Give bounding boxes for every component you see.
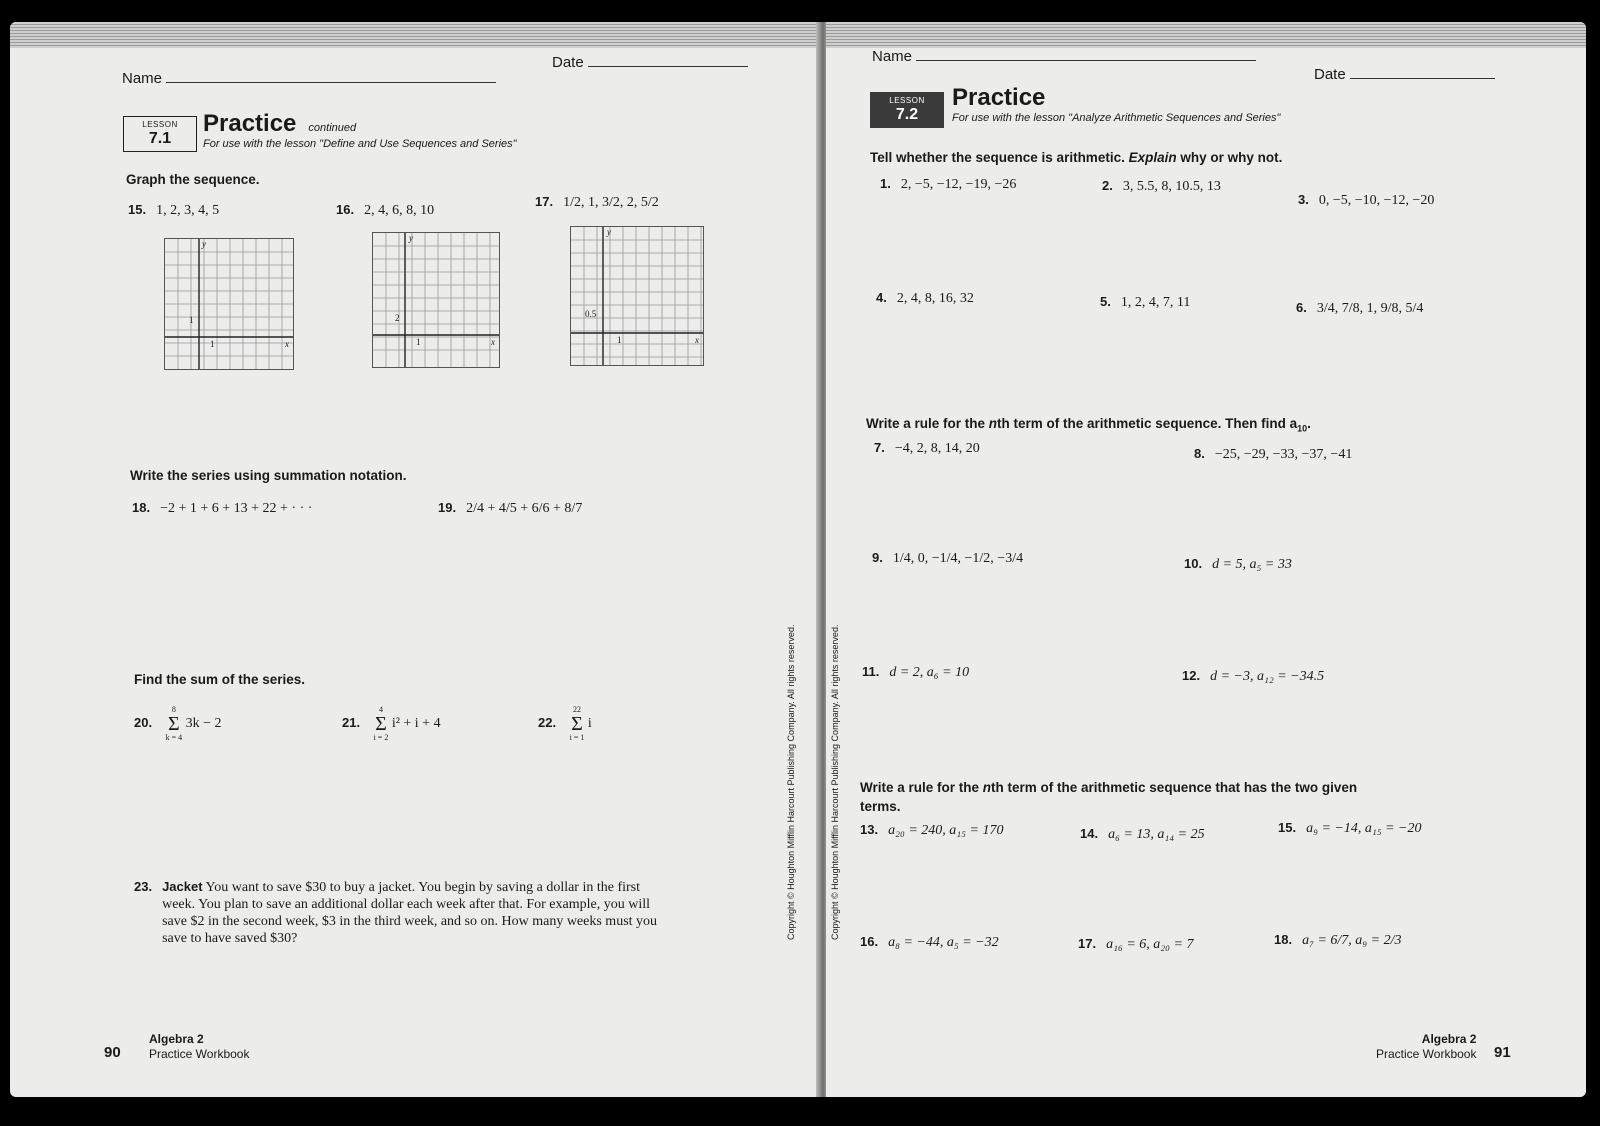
y-tick-label: 2 xyxy=(395,313,400,323)
problem-number: 9. xyxy=(872,550,883,565)
problem-text: 3/4, 7/8, 1, 9/8, 5/4 xyxy=(1316,301,1424,316)
problem-text: You want to save $30 to buy a jacket. You begin by saving a dollar in the first week. You plan to save an additional dollar each week after that. For example, you will save $2 in the second week, $3 in the third week, and so on. How many weeks must you save to have saved $30? xyxy=(162,880,658,946)
problem-17 xyxy=(535,194,659,211)
graph-grid-16 xyxy=(372,232,500,368)
problem-text: 2, 4, 8, 16, 32 xyxy=(896,291,974,306)
y-axis-label: y xyxy=(202,239,206,249)
problem-text: 2/4 + 4/5 + 6/6 + 8/7 xyxy=(466,501,583,516)
page-subtitle: For use with the lesson "Define and Use Sequences and Series" xyxy=(203,138,517,150)
problem-9 xyxy=(872,550,1023,567)
y-tick-label: 1 xyxy=(189,315,194,325)
problem-number: 15. xyxy=(128,202,147,217)
section-text: Tell whether the sequence is arithmetic. xyxy=(870,150,1129,165)
footer xyxy=(1376,1032,1476,1062)
problem-number: 10. xyxy=(1184,556,1203,571)
copyright: Copyright © Houghton Mifflin Harcourt Publishing Company. All rights reserved. xyxy=(786,624,796,940)
problem-number: 14. xyxy=(1080,826,1099,841)
date-label: Date xyxy=(1314,66,1346,83)
sigma-upper: 22 xyxy=(572,705,581,714)
y-axis-label: y xyxy=(409,233,413,243)
problem-15 xyxy=(1278,820,1421,837)
problem-text: i xyxy=(587,716,592,732)
section-subscript: 10 xyxy=(1297,423,1308,434)
name-label: Name xyxy=(872,48,913,65)
section-sum: Find the sum of the series. xyxy=(134,672,306,687)
date-field xyxy=(552,54,748,71)
x-axis-label: x xyxy=(491,337,495,347)
problem-14 xyxy=(1080,826,1205,843)
footer-book: Algebra 2 xyxy=(1421,1032,1477,1046)
graph-grid-17 xyxy=(570,226,704,366)
page-number: 91 xyxy=(1494,1044,1511,1061)
grid-svg xyxy=(571,227,703,365)
problem-text: −25, −29, −33, −37, −41 xyxy=(1214,447,1353,462)
copyright: Copyright © Houghton Mifflin Harcourt Publishing Company. All rights reserved. xyxy=(830,624,840,940)
problem-number: 20. xyxy=(134,715,153,731)
grid-svg xyxy=(373,233,499,367)
date-line xyxy=(588,66,748,67)
problem-text: 3k − 2 xyxy=(185,716,222,732)
footer-book: Algebra 2 xyxy=(149,1032,204,1046)
problem-20 xyxy=(134,706,222,742)
problem-17 xyxy=(1078,936,1193,953)
problem-text: d = 5, a₅ = 33 xyxy=(1212,557,1292,572)
y-tick-label: 0.5 xyxy=(585,309,597,319)
problem-number: 7. xyxy=(874,440,885,455)
lesson-word: LESSON xyxy=(142,120,178,129)
problem-7 xyxy=(874,440,980,457)
problem-number: 16. xyxy=(860,934,879,949)
lesson-number: 7.2 xyxy=(895,106,919,123)
problem-21 xyxy=(342,706,441,742)
problem-number: 18. xyxy=(132,500,151,515)
sigma-upper: 4 xyxy=(378,705,383,714)
problem-23 xyxy=(134,878,674,947)
page-subtitle: For use with the lesson "Analyze Arithmetic Sequences and Series" xyxy=(952,112,1281,124)
x-axis-label: x xyxy=(695,335,699,345)
section-arithmetic xyxy=(870,150,1282,165)
problem-text: −4, 2, 8, 14, 20 xyxy=(894,441,980,456)
sigma: 22 Σ i = 1 xyxy=(569,705,585,742)
section-text: Write a rule for the xyxy=(860,780,983,795)
problem-text: 1, 2, 3, 4, 5 xyxy=(156,203,220,218)
problem-text: a₆ = 13, a₁₄ = 25 xyxy=(1108,827,1205,842)
section-graph: Graph the sequence. xyxy=(126,172,260,187)
problem-4 xyxy=(876,290,974,307)
sigma-lower: i = 1 xyxy=(569,733,585,742)
problem-text: a₇ = 6/7, a₉ = 2/3 xyxy=(1302,933,1402,948)
lesson-badge xyxy=(123,116,197,152)
problem-19 xyxy=(438,500,582,517)
problem-text: d = 2, a₆ = 10 xyxy=(889,665,970,680)
sigma: 8 Σ k = 4 xyxy=(165,705,183,742)
sigma-upper: 8 xyxy=(171,705,176,714)
problem-number: 16. xyxy=(336,202,355,217)
name-label: Name xyxy=(122,70,163,87)
problem-11 xyxy=(862,664,969,681)
problem-number: 5. xyxy=(1100,294,1111,309)
section-text: why or why not. xyxy=(1176,150,1283,165)
x-tick-label: 1 xyxy=(210,339,215,349)
x-tick-label: 1 xyxy=(617,335,622,345)
problem-5 xyxy=(1100,294,1190,311)
name-field xyxy=(122,70,496,87)
section-text: th term of the arithmetic sequence that has the two given terms. xyxy=(860,780,1358,814)
problem-number: 2. xyxy=(1102,178,1113,193)
page-title: Practice xyxy=(203,110,297,137)
problem-number: 13. xyxy=(860,822,879,837)
problem-number: 18. xyxy=(1274,932,1293,947)
lesson-number: 7.1 xyxy=(148,130,172,147)
problem-text: 1/2, 1, 3/2, 2, 5/2 xyxy=(563,195,659,210)
problem-6 xyxy=(1296,300,1423,317)
sigma-lower: i = 2 xyxy=(373,733,389,742)
left-page xyxy=(10,22,820,1097)
lesson-header xyxy=(203,110,356,138)
problem-1 xyxy=(880,176,1016,193)
x-tick-label: 1 xyxy=(416,337,421,347)
problem-number: 11. xyxy=(862,664,880,679)
sigma: 4 Σ i = 2 xyxy=(373,705,389,742)
date-label: Date xyxy=(552,54,584,71)
name-line xyxy=(166,82,496,83)
problem-18 xyxy=(132,500,312,517)
problem-text: i² + i + 4 xyxy=(391,716,441,732)
section-emphasis: n xyxy=(988,416,998,431)
x-axis-label: x xyxy=(285,339,289,349)
problem-number: 17. xyxy=(535,194,554,209)
date-field xyxy=(1314,66,1495,83)
section-emphasis: n xyxy=(982,780,992,795)
problem-text: 1/4, 0, −1/4, −1/2, −3/4 xyxy=(892,551,1024,566)
section-summation: Write the series using summation notation. xyxy=(130,468,407,483)
problem-8 xyxy=(1194,446,1352,463)
problem-text: a₁₆ = 6, a₂₀ = 7 xyxy=(1106,937,1194,952)
grid-svg xyxy=(165,239,293,369)
problem-number: 8. xyxy=(1194,446,1205,461)
problem-number: 22. xyxy=(538,715,557,731)
problem-text: a₂₀ = 240, a₁₅ = 170 xyxy=(888,823,1004,838)
problem-text: −2 + 1 + 6 + 13 + 22 + · · · xyxy=(160,501,313,516)
continued-label: continued xyxy=(308,122,357,134)
problem-10 xyxy=(1184,556,1292,573)
section-text: th term of the arithmetic sequence. Then find a xyxy=(997,416,1298,431)
problem-number: 1. xyxy=(880,176,891,191)
problem-13 xyxy=(860,822,1003,839)
section-text: . xyxy=(1307,416,1311,431)
section-nth-term xyxy=(866,416,1311,434)
problem-text: 1, 2, 4, 7, 11 xyxy=(1120,295,1191,310)
problem-text: 3, 5.5, 8, 10.5, 13 xyxy=(1122,179,1221,194)
lesson-badge xyxy=(870,92,944,128)
problem-text: 2, −5, −12, −19, −26 xyxy=(900,177,1017,192)
problem-2 xyxy=(1102,178,1221,195)
section-text: Write a rule for the xyxy=(866,416,989,431)
page-edge xyxy=(10,22,820,48)
page-title: Practice xyxy=(952,84,1046,111)
page-number: 90 xyxy=(104,1044,121,1061)
problem-16 xyxy=(336,202,434,219)
problem-text: 0, −5, −10, −12, −20 xyxy=(1318,193,1435,208)
name-field xyxy=(872,48,1256,65)
problem-number: 3. xyxy=(1298,192,1309,207)
right-page xyxy=(826,22,1586,1097)
section-emphasis: Explain xyxy=(1128,150,1177,165)
problem-text: a₈ = −44, a₅ = −32 xyxy=(888,935,999,950)
problem-number: 12. xyxy=(1182,668,1201,683)
name-line xyxy=(916,60,1256,61)
problem-18 xyxy=(1274,932,1402,949)
problem-number: 23. xyxy=(134,879,153,894)
problem-text: a₉ = −14, a₁₅ = −20 xyxy=(1306,821,1422,836)
footer-subtitle: Practice Workbook xyxy=(1376,1047,1477,1061)
problem-16 xyxy=(860,934,999,951)
footer-subtitle: Practice Workbook xyxy=(149,1047,250,1061)
problem-number: 21. xyxy=(342,715,361,731)
problem-number: 19. xyxy=(438,500,457,515)
footer xyxy=(149,1032,249,1062)
problem-number: 15. xyxy=(1278,820,1297,835)
sigma-lower: k = 4 xyxy=(165,733,183,742)
date-line xyxy=(1350,78,1495,79)
problem-keyword: Jacket xyxy=(162,879,203,894)
page-edge xyxy=(826,22,1586,48)
lesson-word: LESSON xyxy=(889,96,925,105)
problem-text: d = −3, a₁₂ = −34.5 xyxy=(1210,669,1325,684)
y-axis-label: y xyxy=(607,227,611,237)
graph-grid-15 xyxy=(164,238,294,370)
problem-15 xyxy=(128,202,219,219)
problem-number: 4. xyxy=(876,290,887,305)
problem-12 xyxy=(1182,668,1324,685)
problem-22 xyxy=(538,706,592,742)
problem-3 xyxy=(1298,192,1434,209)
problem-text: 2, 4, 6, 8, 10 xyxy=(364,203,435,218)
section-two-terms xyxy=(860,778,1400,816)
problem-number: 6. xyxy=(1296,300,1307,315)
problem-number: 17. xyxy=(1078,936,1097,951)
